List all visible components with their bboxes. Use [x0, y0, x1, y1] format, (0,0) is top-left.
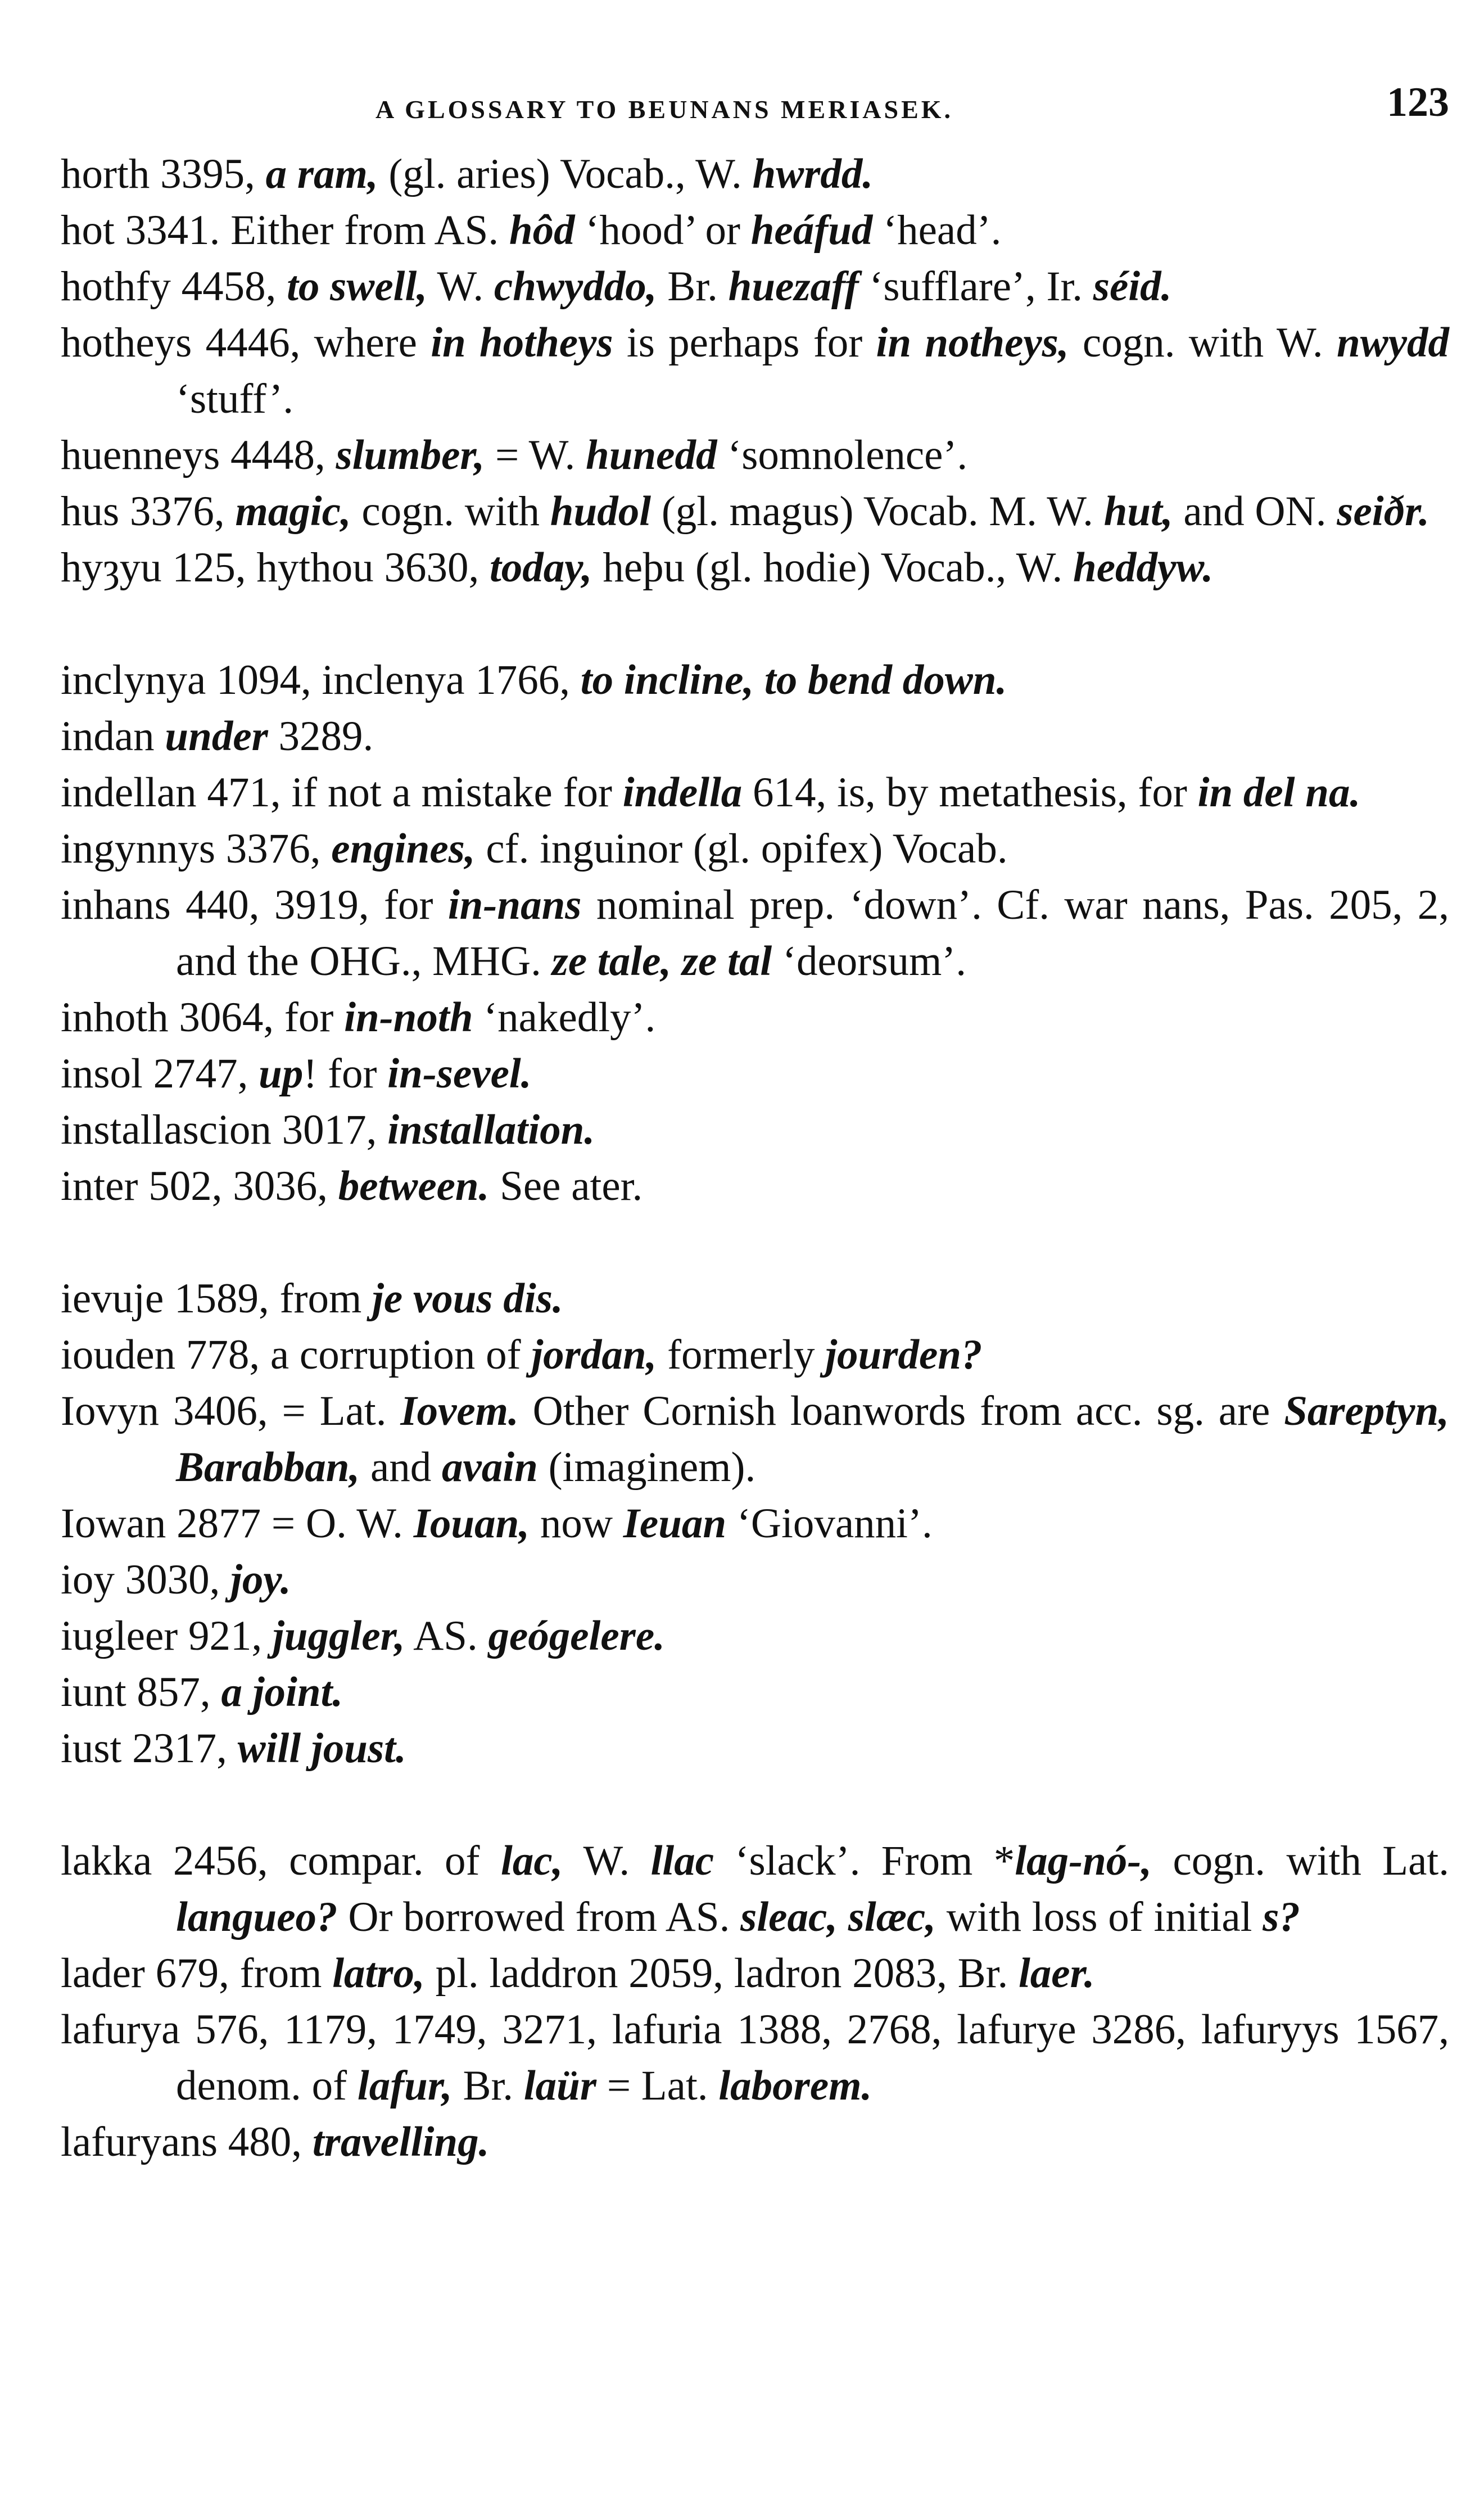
- entry-text: (imaginem).: [537, 1444, 756, 1491]
- entry-italic-text: avain: [441, 1444, 538, 1491]
- entry-italic-text: installation.: [387, 1107, 595, 1153]
- entry-italic-text: latro,: [332, 1950, 425, 1997]
- entry-italic-text: seiðr.: [1337, 488, 1429, 535]
- entry-text: ‘nakedly’.: [473, 994, 656, 1041]
- glossary-entry: [61, 765, 1449, 821]
- entry-text: W.: [563, 1838, 651, 1884]
- entry-text: Iovyn 3406, = Lat.: [61, 1388, 401, 1434]
- glossary-entry: [61, 877, 1449, 990]
- entry-text: ‘slack’. From *: [714, 1838, 1015, 1884]
- entry-italic-text: to incline, to bend down.: [580, 657, 1007, 703]
- entry-text: iouden 778, a corruption of: [61, 1331, 532, 1378]
- entry-text: lafuryans 480,: [61, 2119, 313, 2165]
- entry-italic-text: in hotheys: [431, 319, 613, 366]
- entry-text: hyȝyu 125, hythou 3630,: [61, 544, 490, 591]
- entry-text: with loss of initial: [935, 1894, 1263, 1940]
- entry-text: iunt 857,: [61, 1669, 221, 1716]
- entry-text: Br.: [452, 2062, 524, 2109]
- glossary-entry: [61, 1271, 1449, 1327]
- entry-text: ‘deorsum’.: [772, 938, 967, 985]
- glossary-entry: [61, 821, 1449, 877]
- entry-text: Iowan 2877 = O. W.: [61, 1500, 414, 1547]
- entry-italic-text: lag-nó-,: [1015, 1838, 1152, 1884]
- glossary-section: [61, 1833, 1449, 2170]
- entry-text: ! for: [303, 1050, 388, 1097]
- entry-text: huenneys 4448,: [61, 432, 336, 478]
- entry-italic-text: hut,: [1103, 488, 1173, 535]
- entry-text: 3289.: [268, 713, 374, 760]
- glossary-page: [61, 79, 1449, 2170]
- entry-italic-text: juggler,: [272, 1613, 405, 1659]
- entry-text: lader 679, from: [61, 1950, 333, 1997]
- entry-text: cf. inguinor (gl. opifex) Vocab.: [475, 825, 1008, 872]
- entry-text: ievuje 1589, from: [61, 1275, 373, 1322]
- entry-text: horth 3395,: [61, 151, 266, 197]
- entry-italic-text: langueo?: [176, 1894, 338, 1940]
- entry-text: indellan 471, if not a mistake for: [61, 769, 623, 816]
- glossary-entry: [61, 708, 1449, 765]
- entry-italic-text: in del na.: [1197, 769, 1361, 816]
- glossary-entry: [61, 990, 1449, 1046]
- entry-italic-text: under: [165, 713, 268, 760]
- entry-italic-text: llac: [650, 1838, 714, 1884]
- entry-text: pl. laddron 2059, ladron 2083, Br.: [424, 1950, 1019, 1997]
- entry-italic-text: up: [259, 1050, 304, 1097]
- glossary-entry: [61, 1833, 1449, 1945]
- entry-italic-text: hudol: [550, 488, 651, 535]
- entry-text: iugleer 921,: [61, 1613, 273, 1659]
- entry-text: = Lat.: [596, 2062, 719, 2109]
- entry-italic-text: chwyddo,: [494, 263, 657, 310]
- entry-text: ‘Giovanni’.: [726, 1500, 933, 1547]
- glossary-entry: [61, 2114, 1449, 2170]
- entry-italic-text: geógelere.: [488, 1613, 665, 1659]
- entry-italic-text: between.: [338, 1163, 490, 1209]
- entry-italic-text: laer.: [1018, 1950, 1095, 1997]
- entry-italic-text: indella: [622, 769, 743, 816]
- glossary-entry: [61, 1721, 1449, 1777]
- glossary-entry: [61, 652, 1449, 708]
- entry-text: inhans 440, 3919, for: [61, 882, 448, 928]
- entry-text: is perhaps for: [613, 319, 876, 366]
- entry-text: (gl. aries) Vocab., W.: [378, 151, 753, 197]
- entry-italic-text: in-noth: [344, 994, 473, 1041]
- glossary-entry: [61, 202, 1449, 259]
- glossary-entry: [61, 1158, 1449, 1215]
- entry-italic-text: lafur,: [357, 2062, 453, 2109]
- entry-italic-text: today,: [489, 544, 592, 591]
- entry-italic-text: to swell,: [287, 263, 428, 310]
- glossary-entry: [61, 259, 1449, 315]
- entry-text: and: [360, 1444, 442, 1491]
- entry-text: hothfy 4458,: [61, 263, 287, 310]
- glossary-entry: [61, 1608, 1449, 1664]
- entry-text: (gl. magus) Vocab. M. W.: [651, 488, 1104, 535]
- entry-text: installascion 3017,: [61, 1107, 388, 1153]
- page-number: 123: [1387, 79, 1449, 125]
- entry-text: ioy 3030,: [61, 1556, 231, 1603]
- entry-italic-text: magic,: [235, 488, 351, 535]
- entry-text: iust 2317,: [61, 1725, 238, 1772]
- entry-text: indan: [61, 713, 165, 760]
- glossary-entry: [61, 315, 1449, 427]
- entry-text: cogn. with Lat.: [1152, 1838, 1449, 1884]
- entry-italic-text: huezaff: [728, 263, 859, 310]
- entry-italic-text: travelling.: [312, 2119, 490, 2165]
- entry-text: See ater.: [489, 1163, 643, 1209]
- entry-italic-text: hôd: [509, 207, 575, 254]
- entry-text: ‘somnolence’.: [717, 432, 968, 478]
- entry-text: = W.: [485, 432, 586, 478]
- entry-italic-text: hunedd: [586, 432, 717, 478]
- entry-text: hotheys 4446, where: [61, 319, 431, 366]
- entry-italic-text: in-nans: [447, 882, 582, 928]
- entry-text: and ON.: [1173, 488, 1337, 535]
- entry-italic-text: heddyw.: [1073, 544, 1214, 591]
- entry-italic-text: in-sevel.: [387, 1050, 532, 1097]
- glossary-entry: [61, 484, 1449, 540]
- entry-italic-text: laborem.: [718, 2062, 872, 2109]
- entry-italic-text: in notheys,: [876, 319, 1069, 366]
- glossary-entry: [61, 2002, 1449, 2114]
- glossary-entry: [61, 146, 1449, 202]
- entry-italic-text: hwrdd.: [752, 151, 874, 197]
- entry-italic-text: jordan,: [531, 1331, 657, 1378]
- entry-italic-text: Sareptyn, Barabban,: [176, 1388, 1449, 1491]
- glossary-entry: [61, 1383, 1449, 1496]
- glossary-entry: [61, 540, 1449, 596]
- entry-text: inter 502, 3036,: [61, 1163, 338, 1209]
- entry-italic-text: ze tale, ze tal: [551, 938, 772, 985]
- entry-italic-text: slumber,: [336, 432, 485, 478]
- glossary-section: [61, 1271, 1449, 1777]
- entry-text: insol 2747,: [61, 1050, 259, 1097]
- running-head: [61, 79, 1449, 146]
- entry-text: now: [530, 1500, 623, 1547]
- entry-text: heþu (gl. hodie) Vocab., W.: [592, 544, 1074, 591]
- glossary-entry: [61, 1102, 1449, 1158]
- entry-italic-text: Iovem.: [400, 1388, 519, 1434]
- entry-italic-text: sleac, slæc,: [740, 1894, 936, 1940]
- entry-italic-text: s?: [1263, 1894, 1300, 1940]
- entry-italic-text: nwydd: [1336, 319, 1450, 366]
- entry-text: 614, is, by metathesis, for: [742, 769, 1198, 816]
- entry-italic-text: Iouan,: [413, 1500, 530, 1547]
- entry-text: ingynnys 3376,: [61, 825, 332, 872]
- glossary-entry: [61, 1327, 1449, 1383]
- glossary-section: [61, 146, 1449, 596]
- entry-italic-text: joy.: [230, 1556, 291, 1603]
- entry-italic-text: jourden?: [825, 1331, 983, 1378]
- glossary-body: [61, 146, 1449, 2170]
- entry-text: Or borrowed from AS.: [337, 1894, 741, 1940]
- entry-text: lakka 2456, compar. of: [61, 1838, 501, 1884]
- entry-italic-text: will joust.: [237, 1725, 406, 1772]
- entry-text: Other Cornish loanwords from acc. sg. are: [518, 1388, 1284, 1434]
- entry-text: lafurya 576, 1179, 1749, 3271, lafuria 1388, 2768, lafurye 3286, lafuryys 1567, denom. of: [61, 2006, 1449, 2109]
- entry-text: formerly: [657, 1331, 826, 1378]
- entry-italic-text: engines,: [331, 825, 476, 872]
- entry-text: hot 3341. Either from AS.: [61, 207, 509, 254]
- entry-text: ‘hood’ or: [574, 207, 751, 254]
- entry-italic-text: Ieuan: [623, 1500, 727, 1547]
- entry-italic-text: je vous dis.: [372, 1275, 563, 1322]
- entry-italic-text: séid.: [1093, 263, 1172, 310]
- entry-italic-text: a ram,: [265, 151, 378, 197]
- glossary-entry: [61, 1945, 1449, 2002]
- entry-italic-text: laür: [523, 2062, 597, 2109]
- entry-text: ‘head’.: [872, 207, 1002, 254]
- entry-italic-text: lac,: [500, 1838, 563, 1884]
- glossary-entry: [61, 1664, 1449, 1721]
- running-title: A GLOSSARY TO BEUNANS MERIASEK.: [375, 95, 954, 124]
- entry-italic-text: heáfud: [750, 207, 873, 254]
- entry-text: ‘sufflare’, Ir.: [858, 263, 1093, 310]
- entry-text: W.: [427, 263, 494, 310]
- entry-text: ‘stuff’.: [176, 376, 293, 422]
- glossary-entry: [61, 1046, 1449, 1102]
- entry-text: Br.: [657, 263, 729, 310]
- entry-text: cogn. with: [351, 488, 550, 535]
- entry-text: AS.: [405, 1613, 488, 1659]
- entry-text: cogn. with W.: [1069, 319, 1337, 366]
- glossary-entry: [61, 1496, 1449, 1552]
- entry-text: inhoth 3064, for: [61, 994, 345, 1041]
- glossary-entry: [61, 427, 1449, 484]
- entry-text: nominal prep. ‘down’. Cf. war nans, Pas. 205, 2, and the OHG., MHG.: [176, 882, 1449, 985]
- entry-italic-text: a joint.: [221, 1669, 343, 1716]
- glossary-section: [61, 652, 1449, 1215]
- entry-text: inclynya 1094, inclenya 1766,: [61, 657, 581, 703]
- entry-text: hus 3376,: [61, 488, 236, 535]
- glossary-entry: [61, 1552, 1449, 1608]
